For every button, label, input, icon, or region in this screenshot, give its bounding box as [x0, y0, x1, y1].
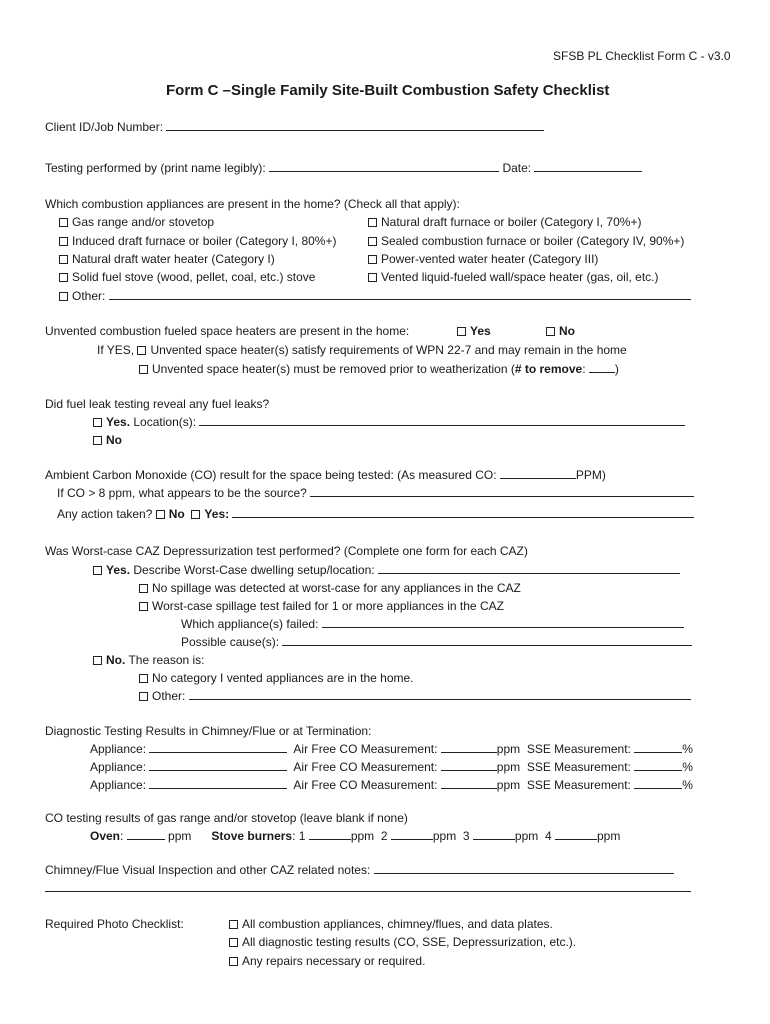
no-spillage-row [139, 580, 521, 596]
burner-input[interactable] [473, 828, 515, 840]
checkbox[interactable] [93, 566, 102, 575]
option-label: Worst-case spillage test failed for 1 or more appliances in the CAZ [152, 599, 504, 613]
photo-item [229, 953, 425, 969]
diagnostic-row [90, 741, 693, 757]
co-label: Air Free CO Measurement: [293, 760, 438, 774]
checkbox[interactable] [156, 510, 165, 519]
appliance-label: Natural draft water heater (Category I) [72, 252, 275, 266]
photo-item-label: Any repairs necessary or required. [242, 954, 426, 968]
checkbox[interactable] [229, 938, 238, 947]
burner-number: 2 [380, 829, 388, 843]
checkbox[interactable] [457, 327, 466, 336]
notes-row [45, 862, 674, 878]
checkbox[interactable] [59, 237, 68, 246]
co-input[interactable] [441, 759, 497, 771]
no-label: No [559, 324, 575, 338]
other-input[interactable] [109, 288, 691, 300]
checkbox[interactable] [139, 602, 148, 611]
action-input[interactable] [232, 506, 694, 518]
if-yes-label: If YES, [97, 343, 135, 357]
appliance-option-right-0 [368, 214, 641, 230]
appliance-option-right-1 [368, 233, 684, 249]
remove-count-input[interactable] [589, 361, 615, 373]
ppm-unit: ppm [168, 829, 192, 843]
percent-unit: % [682, 778, 693, 792]
appliance-option-right-3 [368, 269, 659, 285]
photo-item-label: All diagnostic testing results (CO, SSE, Depressurization, etc.). [242, 935, 577, 949]
sse-label: SSE Measurement: [526, 778, 631, 792]
unvented-question: Unvented combustion fueled space heaters are present in the home: [45, 324, 410, 338]
percent-unit: % [682, 742, 693, 756]
other-input[interactable] [189, 688, 691, 700]
burner-number: 3 [462, 829, 470, 843]
checkbox[interactable] [229, 920, 238, 929]
sse-input[interactable] [634, 777, 682, 789]
client-id-row [45, 119, 544, 135]
unvented-no-option [546, 323, 575, 339]
checkbox[interactable] [229, 957, 238, 966]
date-label: Date: [502, 161, 532, 175]
appliance-label: Appliance: [90, 760, 147, 774]
location-input[interactable] [199, 414, 685, 426]
burner-number: 1 [298, 829, 306, 843]
colon: : [120, 829, 124, 843]
ppm-unit: ppm [496, 760, 521, 774]
fuel-leak-no-row [93, 432, 122, 448]
checkbox[interactable] [137, 346, 146, 355]
unvented-if-yes-row [97, 342, 627, 358]
caz-question: Was Worst-case CAZ Depressurization test performed? (Complete one form for each CAZ) [45, 544, 528, 558]
checkbox[interactable] [139, 584, 148, 593]
ppm-unit: ppm [514, 829, 539, 843]
sse-label: SSE Measurement: [526, 742, 631, 756]
cause-label: Possible cause(s): [181, 635, 280, 649]
remove-count-label: # to remove [514, 362, 583, 376]
notes-label: Chimney/Flue Visual Inspection and other CAZ related notes: [45, 863, 371, 877]
ppm-unit: ppm [350, 829, 375, 843]
appliances-question: Which combustion appliances are present in the home? (Check all that apply): [45, 197, 460, 211]
ppm-unit: ppm [432, 829, 457, 843]
appliance-input[interactable] [149, 777, 287, 789]
notes-input-continued[interactable] [45, 880, 691, 892]
action-label: Any action taken? [57, 507, 153, 521]
appliance-label: Natural draft furnace or boiler (Category I, 70%+) [381, 215, 642, 229]
checkbox[interactable] [368, 237, 377, 246]
co-label: Air Free CO Measurement: [293, 742, 438, 756]
appliance-option-left-0 [59, 214, 214, 230]
diagnostic-row [90, 777, 693, 793]
appliance-label: Power-vented water heater (Category III) [381, 252, 599, 266]
sse-label: SSE Measurement: [526, 760, 631, 774]
appliance-label: Induced draft furnace or boiler (Category I, 80%+) [72, 234, 337, 248]
unvented-remove-row [139, 361, 619, 377]
checkbox[interactable] [59, 255, 68, 264]
co-input[interactable] [441, 777, 497, 789]
fuel-leak-yes-row [93, 414, 685, 430]
photo-item-label: All combustion appliances, chimney/flues, and data plates. [242, 917, 553, 931]
notes-line-2 [45, 880, 691, 896]
ambient-co-question: Ambient Carbon Monoxide (CO) result for the space being tested: (As measured CO: [45, 468, 497, 482]
appliance-label: Appliance: [90, 778, 147, 792]
checkbox[interactable] [93, 418, 102, 427]
which-input[interactable] [322, 616, 684, 628]
option-label: No category I vented appliances are in the home. [152, 671, 414, 685]
co-input[interactable] [441, 741, 497, 753]
ppm-unit: ppm [496, 778, 521, 792]
page-title: Form C –Single Family Site-Built Combustion Safety Checklist [166, 82, 610, 99]
percent-unit: % [682, 760, 693, 774]
unvented-yes-option [457, 323, 491, 339]
notes-input[interactable] [374, 862, 674, 874]
co-ppm-input[interactable] [500, 467, 576, 479]
tester-row [45, 160, 642, 176]
appliance-label: Gas range and/or stovetop [72, 215, 215, 229]
photo-item [229, 916, 553, 932]
other-label: Other: [72, 289, 106, 303]
yes-label: Yes. [106, 563, 131, 577]
burner-input[interactable] [391, 828, 433, 840]
option-label: Unvented space heater(s) must be removed prior to weatherization ( [152, 362, 515, 376]
tester-name-input[interactable] [269, 160, 499, 172]
reason-label: The reason is: [128, 653, 205, 667]
no-label: No. [106, 653, 126, 667]
ppm-unit: PPM) [575, 468, 606, 482]
other-label: Other: [152, 689, 186, 703]
appliance-option-left-3 [59, 269, 315, 285]
which-label: Which appliance(s) failed: [181, 617, 319, 631]
yes-label: Yes: [204, 507, 230, 521]
caz-no-row [93, 652, 205, 668]
diagnostic-heading: Diagnostic Testing Results in Chimney/Flue or at Termination: [45, 724, 372, 738]
photo-item [229, 934, 576, 950]
checkbox[interactable] [368, 255, 377, 264]
burner-input[interactable] [309, 828, 351, 840]
photo-checklist-label: Required Photo Checklist: [45, 917, 184, 931]
client-id-input[interactable] [166, 119, 544, 131]
checkbox[interactable] [191, 510, 200, 519]
cause-input[interactable] [282, 634, 692, 646]
caz-other-row [139, 688, 691, 704]
no-label: No [168, 507, 185, 521]
appliance-label: Sealed combustion furnace or boiler (Category IV, 90%+) [381, 234, 685, 248]
possible-cause-row [181, 634, 692, 650]
burner-input[interactable] [555, 828, 597, 840]
diagnostic-row [90, 759, 693, 775]
unvented-row [45, 323, 409, 339]
close-paren: ) [614, 362, 619, 376]
co-label: Air Free CO Measurement: [293, 778, 438, 792]
checkbox[interactable] [59, 292, 68, 301]
no-label: No [106, 433, 122, 447]
checkbox[interactable] [59, 218, 68, 227]
checkbox[interactable] [139, 365, 148, 374]
appliance-input[interactable] [149, 741, 287, 753]
oven-input[interactable] [127, 828, 165, 840]
sse-input[interactable] [634, 741, 682, 753]
ambient-co-row [45, 467, 606, 483]
burners-label: Stove burners [211, 829, 293, 843]
describe-label: Describe Worst-Case dwelling setup/location: [133, 563, 375, 577]
checkbox[interactable] [368, 273, 377, 282]
option-label: No spillage was detected at worst-case for any appliances in the CAZ [152, 581, 521, 595]
location-label: Location(s): [133, 415, 197, 429]
checkbox[interactable] [93, 436, 102, 445]
option-label: Unvented space heater(s) satisfy requirements of WPN 22-7 and may remain in the home [150, 343, 627, 357]
colon: : [582, 362, 589, 376]
appliance-other-row [59, 288, 691, 304]
burner-number: 4 [544, 829, 552, 843]
oven-label: Oven [90, 829, 121, 843]
no-category-row [139, 670, 414, 686]
checkbox[interactable] [93, 656, 102, 665]
appliance-label: Appliance: [90, 742, 147, 756]
yes-label: Yes. [106, 415, 131, 429]
action-row [57, 506, 694, 522]
appliance-label: Solid fuel stove (wood, pellet, coal, etc.) stove [72, 270, 316, 284]
co-range-row [90, 828, 620, 844]
yes-label: Yes [470, 324, 491, 338]
appliance-label: Vented liquid-fueled wall/space heater (gas, oil, etc.) [381, 270, 659, 284]
colon: : [292, 829, 296, 843]
source-input[interactable] [310, 485, 694, 497]
fuel-leak-question: Did fuel leak testing reveal any fuel leaks? [45, 397, 270, 411]
source-label: If CO > 8 ppm, what appears to be the source? [57, 486, 307, 500]
tester-label: Testing performed by (print name legibly): [45, 161, 266, 175]
co-source-row [57, 485, 694, 501]
appliance-option-left-1 [59, 233, 336, 249]
client-id-label: Client ID/Job Number: [45, 120, 164, 134]
ppm-unit: ppm [496, 742, 521, 756]
checkbox[interactable] [139, 692, 148, 701]
form-version: SFSB PL Checklist Form C - v3.0 [553, 49, 731, 63]
sse-input[interactable] [634, 759, 682, 771]
appliance-input[interactable] [149, 759, 287, 771]
checkbox[interactable] [139, 674, 148, 683]
checkbox[interactable] [546, 327, 555, 336]
caz-yes-row [93, 562, 680, 578]
which-failed-row [181, 616, 684, 632]
checkbox[interactable] [368, 218, 377, 227]
co-range-heading: CO testing results of gas range and/or stovetop (leave blank if none) [45, 811, 408, 825]
ppm-unit: ppm [596, 829, 621, 843]
appliance-option-left-2 [59, 251, 275, 267]
checkbox[interactable] [59, 273, 68, 282]
date-input[interactable] [534, 160, 642, 172]
describe-input[interactable] [378, 562, 680, 574]
appliance-option-right-2 [368, 251, 598, 267]
spill-failed-row [139, 598, 504, 614]
